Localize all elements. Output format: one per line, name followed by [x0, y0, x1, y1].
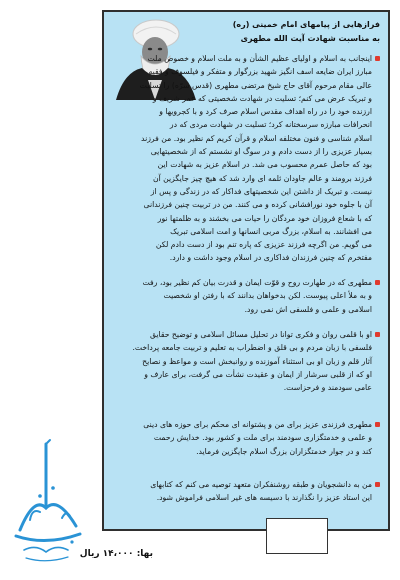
paragraph-1 — [111, 52, 380, 265]
bullet-icon — [375, 280, 380, 285]
bullet-icon — [375, 332, 380, 337]
paragraph-text: من به دانشجویان و طبقه روشنفکران متعهد توصیه می کنم که کتابهای این استاد عزیز را نگذارند با دسیسه های غیر اسلامی فراموش شود. — [150, 480, 372, 503]
heading-line-1: فرازهایی از پیامهای امام خمینی (ره) — [232, 20, 380, 29]
heading — [220, 18, 380, 46]
bullet-icon — [375, 56, 380, 61]
paragraph-4 — [111, 418, 380, 458]
paragraph-text: مطهری فرزندی عزیز برای من و پشتوانه ای محکم برای حوزه های دینی و علمی و خدمتگزاری سودمند برای ملت و کشور بود. خدایش رحمت کند و در جوار خدمتگزاران بزرگ اسلام جایگزین فرماید. — [143, 420, 372, 456]
paragraph-5 — [111, 478, 380, 505]
quote-panel — [102, 10, 390, 531]
paragraph-text: او با قلمی روان و فکری توانا در تحلیل مسائل اسلامی و توضیح حقایق فلسفی با زبان مردم و بی قلق و اضطراب به تعلیم و تربیت جامعه پرداخت. آثار قلم و زبان او بی استثناء آموزنده و روانبخش است و مواعظ و نصایح او که از قلبی سرشار از ایمان و عقیدت نشأت می گرفت، برای عارف و عامی سودمند و فرحزاست. — [132, 330, 372, 393]
publisher-logo-icon — [6, 438, 90, 568]
paragraph-2 — [111, 276, 380, 316]
bullet-icon — [375, 482, 380, 487]
paragraph-3 — [111, 328, 380, 394]
price-caption: بها: — [136, 549, 153, 559]
price-label — [80, 549, 153, 559]
paragraph-text: اینجانب به اسلام و اولیای عظیم الشأن و به ملت اسلام و خصوص ملت مبارز ایران ضایعه اسف انگیز شهید بزرگوار و متفکر و فیلسوف و فقیه عالی مقام مرحوم آقای حاج شیخ مرتضی مطهری (قدس سرّه) را تسلیت و تبریک عرض می کنم؛ تسلیت در شهادت شخصیتی که عمر شریف و ارزنده خود را در راه اهداف مقدس اسلام صرف کرد و با کجرویها و انحرافات مبارزه سرسختانه کرد؛ تسلیت در شهادت مردی که در اسلام شناسی و فنون مختلفه اسلام و قرآن کریم کم نظیر بود. من فرزند بسیار عزیزی را از دست دادم و در سوگ او نشستم که از شخصیتهایی بود که حاصل عمرم محسوب می شد. در اسلام عزیز به شهادت این فرزند برومند و عالم جاودان ثلمه ای وارد شد که هیچ چیز جایگزین آن نیست. و تبریک از داشتن این شخصیتهای فداکار که در زندگی و پس از آن با جلوه خود نورافشانی کرده و می کنند. من در تربیت چنین فرزندانی که با شعاع فروزان خود مردگان را حیات می بخشند و به ظلمتها نور می افشانند. به اسلام، بزرگ مربی انسانها و امت اسلامی تبریک می گویم. من اگرچه فرزند عزیزی که پاره تنم بود از دست دادم لکن مفتخرم که چنین فرزندان فداکاری در اسلام وجود داشت و دارد. — [139, 54, 372, 263]
heading-line-2: به مناسبت شهادت آیت الله مطهری — [240, 34, 380, 43]
bullet-icon — [375, 422, 380, 427]
paragraph-text: مطهری که در طهارت روح و قوّت ایمان و قدرت بیان کم نظیر بود، رفت و به ملأ اعلی پیوست. لکن بدخواهان بدانند که با رفتن او شخصیت اسلامی و علمی و فلسفی اش نمی رود. — [142, 278, 372, 314]
price-value: ۱۴،۰۰۰ ریال — [79, 549, 134, 559]
barcode-box — [266, 518, 328, 554]
